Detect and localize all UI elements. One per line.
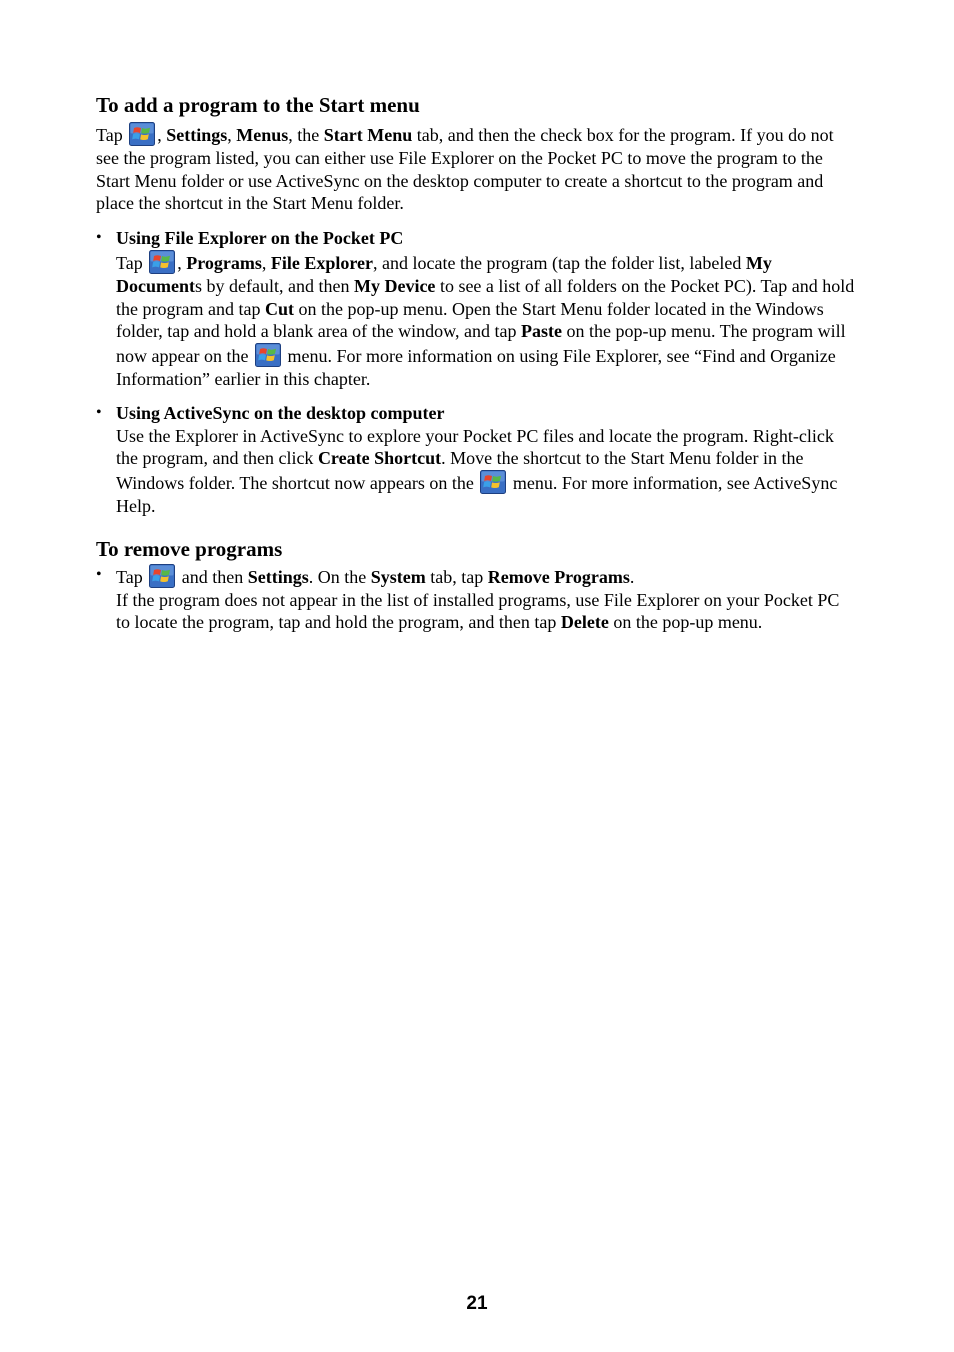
remove-programs-list (96, 564, 856, 634)
list-item-file-explorer: • Using File Explorer on the Pocket PC Tap , Programs, File Explorer, and locate the program (tap the folder list, labeled My Documents by default, and then My Device to see a list of all folders on the Pocket PC). Tap and hold the program and tap Cut on the pop-up menu. Open the Start Menu folder located in the Windows folder, tap and hold a blank area of the window, and tap Paste on the pop-up menu. The program will now appear on the menu. For more information on using File Explorer, see “Find and Organize Information” earlier in this chapter. (96, 227, 856, 391)
add-program-methods (96, 227, 856, 518)
page-content (96, 92, 856, 645)
page-number: 21 (466, 1293, 488, 1314)
windows-start-icon (149, 564, 175, 588)
add-program-intro: Tap , Settings, Menus, the Start Menu tab, and then the check box for the program. If you do not see the program listed, you can either use File Explorer on the Pocket PC to move the program to the Start Menu folder or use ActiveSync on the desktop computer to create a shortcut to the program and place the shortcut in the Start Menu folder. (96, 122, 856, 215)
windows-start-icon (255, 343, 281, 367)
section-heading-add-program: To add a program to the Start menu (96, 93, 420, 117)
bullet-heading-activesync: • Using ActiveSync on the desktop computer (116, 402, 445, 423)
list-item-activesync: • Using ActiveSync on the desktop computer Use the Explorer in ActiveSync to explore your Pocket PC files and locate the program. Right-click the program, and then click Create Shortcut. Move the shortcut to the Start Menu folder in the Windows folder. The shortcut now appears on the menu. For more information, see ActiveSync Help. (96, 402, 856, 518)
windows-start-icon (480, 470, 506, 494)
section-heading-remove-programs: To remove programs (96, 536, 283, 561)
list-item-remove-programs: • Tap and then Settings. On the System tab, tap Remove Programs. If the program does not appear in the list of installed programs, use File Explorer on your Pocket PC to locate the program, tap and hold the program, and then tap Delete on the pop-up menu. (96, 564, 856, 634)
bullet-heading-file-explorer: • Using File Explorer on the Pocket PC (116, 228, 404, 249)
windows-start-icon (129, 122, 155, 146)
windows-start-icon (149, 250, 175, 274)
